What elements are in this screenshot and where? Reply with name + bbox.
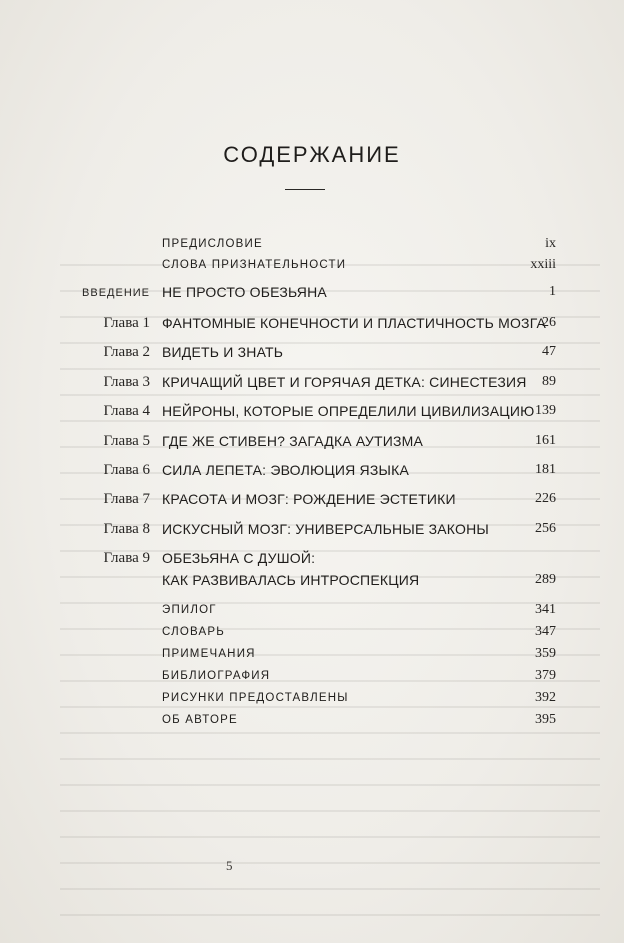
toc-entry-title: ЭПИЛОГ — [162, 604, 217, 616]
toc-entry-title: ОБ АВТОРЕ — [162, 714, 238, 726]
toc-entry-title: ОБЕЗЬЯНА С ДУШОЙ: — [162, 550, 316, 566]
toc-entry — [0, 668, 624, 690]
toc-entry-title: ПРЕДИСЛОВИЕ — [162, 238, 263, 250]
toc-entry-page: 341 — [535, 602, 556, 617]
toc-entry — [0, 433, 624, 455]
toc-entry — [0, 602, 624, 624]
toc-entry-page: 359 — [535, 646, 556, 661]
toc-entry-label: Глава 5 — [103, 433, 150, 449]
toc-entry-label: Глава 7 — [103, 491, 150, 507]
toc-entry — [0, 315, 624, 337]
toc-entry-label: Глава 1 — [103, 315, 150, 331]
toc-entry — [0, 257, 624, 279]
toc-entry-page: 89 — [542, 374, 556, 389]
toc-entry-title: ФАНТОМНЫЕ КОНЕЧНОСТИ И ПЛАСТИЧНОСТЬ МОЗГА — [162, 315, 547, 331]
toc-entry — [0, 521, 624, 543]
toc-entry-page: 395 — [535, 712, 556, 727]
toc-entry — [0, 646, 624, 668]
toc-entry-title: КРАСОТА И МОЗГ: РОЖДЕНИЕ ЭСТЕТИКИ — [162, 491, 456, 507]
toc-entry-title: РИСУНКИ ПРЕДОСТАВЛЕНЫ — [162, 692, 349, 704]
toc-entry-page: 1 — [549, 284, 556, 299]
toc-entry-title: НЕ ПРОСТО ОБЕЗЬЯНА — [162, 284, 327, 300]
toc-entry-page: 379 — [535, 668, 556, 683]
toc-entry-title: СЛОВА ПРИЗНАТЕЛЬНОСТИ — [162, 259, 347, 271]
toc-entry-label: Глава 2 — [103, 344, 150, 360]
toc-entry-page: 47 — [542, 344, 556, 359]
toc-entry — [0, 491, 624, 513]
toc-entry — [0, 344, 624, 366]
toc-entry — [0, 284, 624, 306]
page-number: 5 — [226, 858, 233, 873]
toc-entry-label: Глава 6 — [103, 462, 150, 478]
toc-entry-page: 347 — [535, 624, 556, 639]
toc-entry — [0, 403, 624, 425]
toc-entry-page: 139 — [535, 403, 556, 418]
toc-entry-page: 289 — [535, 572, 556, 587]
toc-entry — [0, 236, 624, 258]
toc-entry-title: КАК РАЗВИВАЛАСЬ ИНТРОСПЕКЦИЯ — [162, 572, 420, 588]
toc-entry-title: БИБЛИОГРАФИЯ — [162, 670, 271, 682]
toc-entry-title: ПРИМЕЧАНИЯ — [162, 648, 256, 660]
toc-entry — [0, 550, 624, 572]
toc-entry-label: Глава 8 — [103, 521, 150, 537]
toc-entry-title: СИЛА ЛЕПЕТА: ЭВОЛЮЦИЯ ЯЗЫКА — [162, 462, 409, 478]
toc-entry-page: 161 — [535, 433, 556, 448]
toc-entry-label: ВВЕДЕНИЕ — [82, 287, 150, 299]
toc-entry-page: 256 — [535, 521, 556, 536]
toc-entry-title: НЕЙРОНЫ, КОТОРЫЕ ОПРЕДЕЛИЛИ ЦИВИЛИЗАЦИЮ — [162, 403, 535, 419]
toc-entry — [0, 624, 624, 646]
toc-entry-title: КРИЧАЩИЙ ЦВЕТ И ГОРЯЧАЯ ДЕТКА: СИНЕСТЕЗИЯ — [162, 374, 527, 390]
toc-entry-label: Глава 4 — [103, 403, 150, 419]
toc-entry-page: 392 — [535, 690, 556, 705]
toc-entry — [0, 690, 624, 712]
toc-entry-title: СЛОВАРЬ — [162, 626, 225, 638]
toc-entry-page: ix — [545, 236, 556, 251]
toc-entry-label: Глава 9 — [103, 550, 150, 566]
toc-entry-label: Глава 3 — [103, 374, 150, 390]
toc-entry-title: ВИДЕТЬ И ЗНАТЬ — [162, 344, 284, 360]
toc-entry-title: ГДЕ ЖЕ СТИВЕН? ЗАГАДКА АУТИЗМА — [162, 433, 424, 449]
toc-entry-page: 26 — [542, 315, 556, 330]
toc-entry-page: xxiii — [530, 257, 556, 272]
toc-entry — [0, 374, 624, 396]
toc-entry — [0, 712, 624, 734]
toc-entry-title: ИСКУСНЫЙ МОЗГ: УНИВЕРСАЛЬНЫЕ ЗАКОНЫ — [162, 521, 489, 537]
toc-entry — [0, 572, 624, 594]
page-title: СОДЕРЖАНИЕ — [223, 142, 401, 167]
toc-entry-page: 226 — [535, 491, 556, 506]
toc-entry-page: 181 — [535, 462, 556, 477]
toc-entry — [0, 462, 624, 484]
